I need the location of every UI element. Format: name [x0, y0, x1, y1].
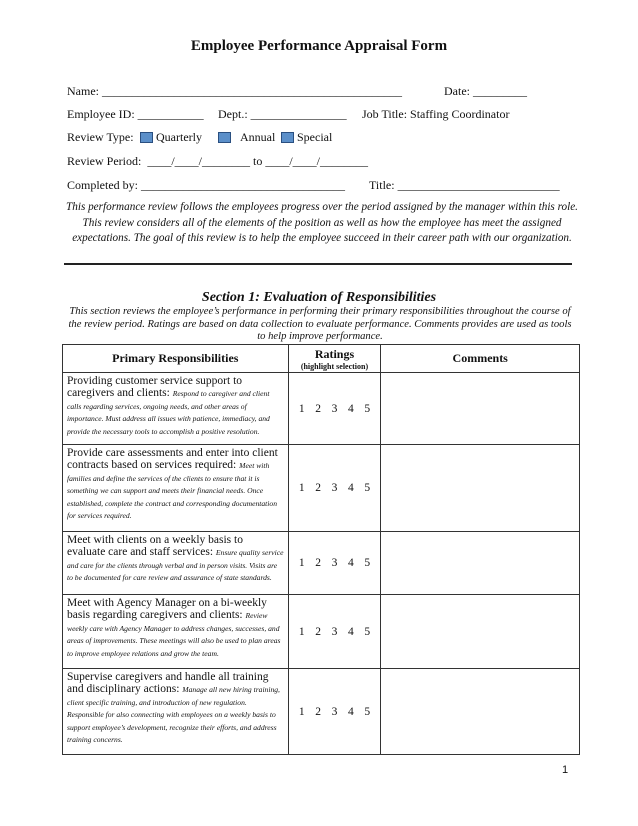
- responsibility-description: Meet with families and define the services of the clients to ensure that it is something we can support and meets their financial needs. Once established, complete the contract and corresponding documentation for services required.: [67, 461, 277, 521]
- comments-cell[interactable]: [381, 595, 580, 669]
- completed-by-line: [67, 178, 345, 193]
- form-title: Employee Performance Appraisal Form: [190, 38, 448, 54]
- rating-5[interactable]: 5: [364, 705, 371, 718]
- responsibility-heading: Meet with clients on a weekly basis to evaluate care and staff services:: [67, 534, 243, 559]
- rating-5[interactable]: 5: [364, 482, 371, 494]
- name-line: [67, 84, 402, 99]
- review-type-line: [67, 130, 134, 145]
- quarterly-checkbox[interactable]: [140, 132, 153, 143]
- rating-3[interactable]: 3: [331, 482, 338, 494]
- date-label: Date:: [444, 84, 470, 98]
- rating-1[interactable]: 1: [298, 402, 305, 415]
- rating-1[interactable]: 1: [298, 482, 305, 494]
- title-label: Title:: [369, 178, 395, 192]
- rating-2[interactable]: 2: [315, 482, 321, 494]
- responsibility-heading: Meet with Agency Manager on a bi-weekly basis regarding caregivers and clients:: [67, 597, 267, 622]
- responsibility-cell: [63, 595, 289, 669]
- ratings-header-sub: (highlight selection): [300, 361, 369, 371]
- table-row: [63, 532, 580, 595]
- review-type-label: Review Type:: [67, 130, 134, 144]
- rating-3[interactable]: 3: [331, 705, 338, 718]
- employee-id-field[interactable]: ___________: [137, 107, 204, 121]
- review-period-line: [67, 154, 368, 169]
- name-label: Name:: [67, 84, 99, 98]
- ratings-header-label: Ratings: [314, 346, 355, 361]
- completed-by-field[interactable]: __________________________________: [141, 178, 345, 192]
- dept-label: Dept.:: [218, 107, 248, 121]
- quarterly-label: Quarterly: [156, 130, 202, 144]
- table-header-row: [63, 345, 580, 373]
- rating-4[interactable]: 4: [347, 705, 354, 718]
- responsibility-cell: [63, 532, 289, 595]
- responsibility-cell: [63, 373, 289, 445]
- rating-4[interactable]: 4: [347, 482, 354, 494]
- rating-4[interactable]: 4: [347, 402, 354, 415]
- intro-paragraph: This performance review follows the employees progress over the period assigned by the manager within this role. This review considers all of the elements of the position as well as how the employee has meet the assigned expectations. The goal of this review is to help the employee succeed in their career path with our organization.: [66, 201, 578, 244]
- review-type-quarterly[interactable]: [137, 130, 202, 145]
- rating-3[interactable]: 3: [331, 625, 338, 638]
- annual-checkbox[interactable]: [218, 132, 231, 143]
- section-description: This section reviews the employee’s performance in performing their primary responsibilities throughout the course of the review period. Ratings are based on data collection to evaluate performance. Comments provides are used as tools to help improve performance.: [68, 306, 572, 343]
- title-line: [369, 178, 560, 193]
- table-row: [63, 595, 580, 669]
- special-checkbox[interactable]: [281, 132, 294, 143]
- responsibility-description: Review weekly care with Agency Manager to address changes, successes, and areas of improvements. These meetings will also be used to plan areas to improve employee relations and grow the team.: [67, 611, 281, 658]
- comments-cell[interactable]: [381, 373, 580, 445]
- rating-2[interactable]: 2: [315, 625, 321, 638]
- employee-id-label: Employee ID:: [67, 107, 135, 121]
- responsibility-heading: Providing customer service support to caregivers and clients:: [67, 375, 243, 400]
- comments-cell[interactable]: [381, 669, 580, 755]
- table-row: [63, 669, 580, 755]
- review-type-annual[interactable]: [215, 130, 275, 145]
- responsibility-cell: [63, 445, 289, 532]
- job-title-line: [362, 107, 509, 122]
- responsibilities-table: [62, 344, 580, 755]
- review-period-field[interactable]: ____/____/________ to ____/____/________: [147, 154, 368, 168]
- rating-4[interactable]: 4: [347, 625, 354, 638]
- table-row: [63, 373, 580, 445]
- ratings-header: [288, 345, 381, 373]
- review-type-special[interactable]: [278, 130, 332, 145]
- special-label: Special: [297, 130, 333, 144]
- comments-cell[interactable]: [381, 445, 580, 532]
- responsibility-description: Ensure quality service and care for the clients through verbal and in person visits. Visits are to be documented for care review and assurance of state standards.: [67, 548, 284, 583]
- rating-cell: [288, 532, 381, 595]
- dept-field[interactable]: ________________: [250, 107, 347, 121]
- dept-line: [218, 107, 347, 122]
- employee-id-line: [67, 107, 204, 122]
- job-title-label: Job Title:: [362, 107, 408, 121]
- comments-cell[interactable]: [381, 532, 580, 595]
- divider-rule: [64, 263, 572, 265]
- date-line: [444, 84, 527, 99]
- responsibility-cell: [63, 669, 289, 755]
- comments-header: Comments: [381, 345, 580, 373]
- date-field[interactable]: _________: [473, 84, 527, 98]
- rating-1[interactable]: 1: [298, 625, 305, 638]
- rating-5[interactable]: 5: [364, 625, 371, 638]
- name-field[interactable]: __________________________________________________: [102, 84, 402, 98]
- review-period-label: Review Period:: [67, 154, 142, 168]
- rating-3[interactable]: 3: [331, 557, 338, 569]
- rating-2[interactable]: 2: [315, 557, 321, 569]
- rating-5[interactable]: 5: [364, 402, 371, 415]
- rating-cell: [288, 595, 381, 669]
- responsibility-description: Respond to caregiver and client calls regarding services, ongoing needs, and other areas of importance. Must address all issues with patience, immediacy, and provide the necessary tools to accomplish a positive resolution.: [67, 389, 270, 436]
- section-title: Section 1: Evaluation of Responsibilities: [201, 290, 437, 305]
- title-field[interactable]: ___________________________: [397, 178, 560, 192]
- table-row: [63, 445, 580, 532]
- rating-3[interactable]: 3: [331, 402, 338, 415]
- rating-2[interactable]: 2: [315, 705, 321, 718]
- annual-label: Annual: [240, 130, 276, 144]
- rating-5[interactable]: 5: [364, 557, 371, 569]
- rating-4[interactable]: 4: [347, 557, 354, 569]
- rating-2[interactable]: 2: [315, 402, 321, 415]
- responsibility-heading: Provide care assessments and enter into client contracts based on services required:: [67, 447, 278, 472]
- rating-cell: [288, 669, 381, 755]
- job-title-value: Staffing Coordinator: [410, 107, 510, 121]
- page-number: 1: [562, 764, 569, 776]
- rating-1[interactable]: 1: [298, 557, 305, 569]
- rating-1[interactable]: 1: [298, 705, 305, 718]
- rating-cell: [288, 373, 381, 445]
- responsibility-heading: Supervise caregivers and handle all training and disciplinary actions:: [67, 671, 269, 696]
- responsibility-description: Manage all new hiring training, client specific training, and introduction of new regulation. Responsible for also connecting with employees on a weekly basis to support employee’s development, recognize their efforts, and address training concerns.: [67, 685, 280, 745]
- rating-cell: [288, 445, 381, 532]
- responsibilities-header: Primary Responsibilities: [63, 345, 289, 373]
- completed-by-label: Completed by:: [67, 178, 138, 192]
